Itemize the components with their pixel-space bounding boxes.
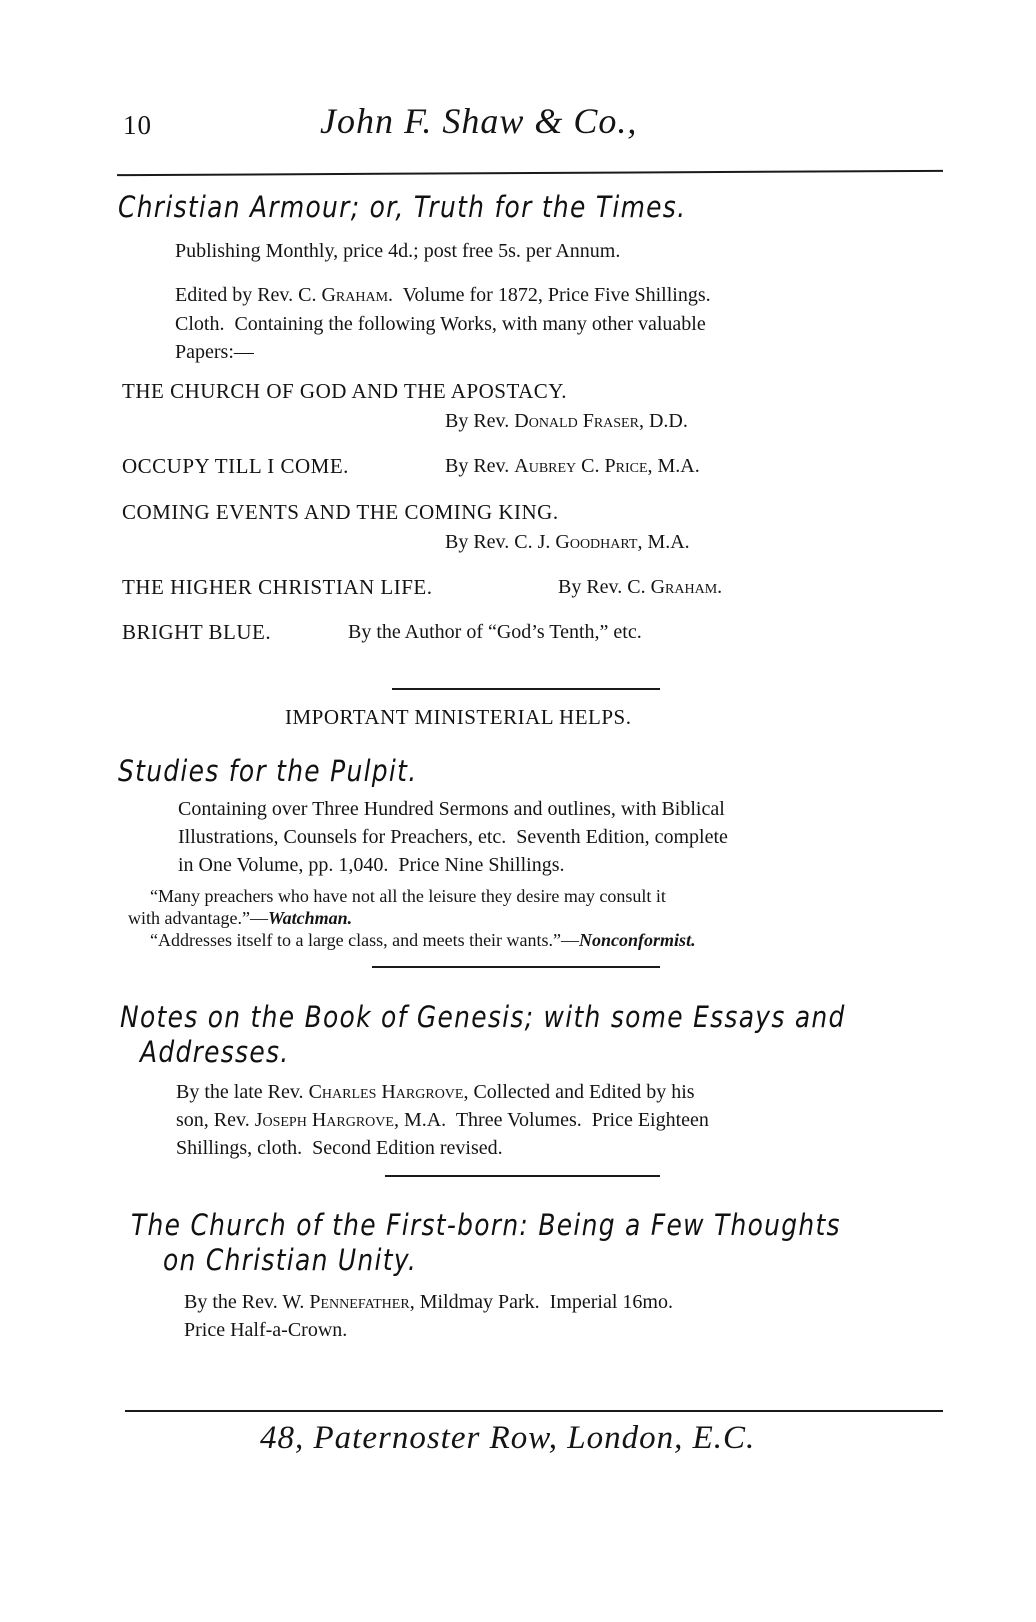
description-line-3: Papers:—	[175, 341, 254, 363]
work-author: By the Author of “God’s Tenth,” etc.	[348, 621, 642, 643]
studies-description: Containing over Three Hundred Sermons and outlines, with Biblical Illustrations, Counsels for Preachers, etc. Seventh Edition, complete in One Volume, pp. 1,040. Price Nine Shillings.	[178, 798, 728, 876]
christian-armour-description	[175, 281, 915, 367]
editor-name: Graham.	[321, 284, 394, 306]
genesis-title-line-1: Notes on the Book of Genesis; with some Essays and	[120, 1000, 846, 1034]
ministerial-heading: IMPORTANT MINISTERIAL HELPS.	[285, 705, 632, 729]
studies-reviews: “Many preachers who have not all the leisure they desire may consult it with advantage.”—Watchman. “Addresses itself to a large class, and meets their wants.”—Nonconformist.	[128, 885, 928, 951]
studies-title: Studies for the Pulpit.	[118, 754, 418, 788]
work-author: By Rev. C. J. Goodhart, M.A.	[445, 531, 690, 553]
work-author: By Rev. Donald Fraser, D.D.	[445, 410, 688, 432]
first-born-title-line-1: The Church of the First-born: Being a Few Thoughts	[131, 1208, 841, 1242]
work-title: THE CHURCH OF GOD AND THE APOSTACY.	[122, 379, 568, 403]
first-born-description: By the Rev. W. Pennefather, Mildmay Park. Imperial 16mo. Price Half-a-Crown.	[184, 1291, 673, 1341]
section-divider	[392, 688, 660, 690]
review-nonconformist: “Addresses itself to a large class, and meets their wants.”—Nonconformist.	[150, 930, 696, 950]
christian-armour-title: Christian Armour; or, Truth for the Times.	[118, 190, 687, 224]
review-watchman: “Many preachers who have not all the leisure they desire may consult it	[150, 886, 666, 906]
genesis-description: By the late Rev. Charles Hargrove, Collected and Edited by his son, Rev. Joseph Hargrove, M.A. Three Volumes. Price Eighteen Shillings, cloth. Second Edition revised.	[176, 1081, 709, 1159]
first-born-title-line-2: on Christian Unity.	[163, 1243, 418, 1277]
section-divider	[372, 966, 660, 968]
work-title: COMING EVENTS AND THE COMING KING.	[122, 500, 559, 524]
work-author: By Rev. Aubrey C. Price, M.A.	[445, 455, 700, 477]
review-source: Nonconformist.	[579, 930, 696, 950]
work-title: THE HIGHER CHRISTIAN LIFE.	[122, 575, 433, 599]
work-title: BRIGHT BLUE.	[122, 620, 272, 644]
header-rule	[117, 170, 943, 176]
section-divider	[385, 1175, 660, 1177]
description-line-2: Cloth. Containing the following Works, with many other valuable	[175, 313, 706, 335]
page-number: 10	[123, 110, 152, 140]
edited-line: Edited by Rev. C. Graham. Volume for 1872, Price Five Shillings.	[175, 284, 711, 306]
genesis-title-line-2: Addresses.	[140, 1035, 290, 1069]
christian-armour-publishing: Publishing Monthly, price 4d.; post free 5s. per Annum.	[175, 240, 621, 262]
running-head-publisher: John F. Shaw & Co.,	[320, 101, 638, 141]
review-source: Watchman.	[267, 908, 353, 928]
publisher-address: 48, Paternoster Row, London, E.C.	[260, 1420, 756, 1456]
work-author: By Rev. C. Graham.	[558, 576, 723, 598]
work-title: OCCUPY TILL I COME.	[122, 454, 349, 478]
footer-rule	[125, 1410, 943, 1412]
